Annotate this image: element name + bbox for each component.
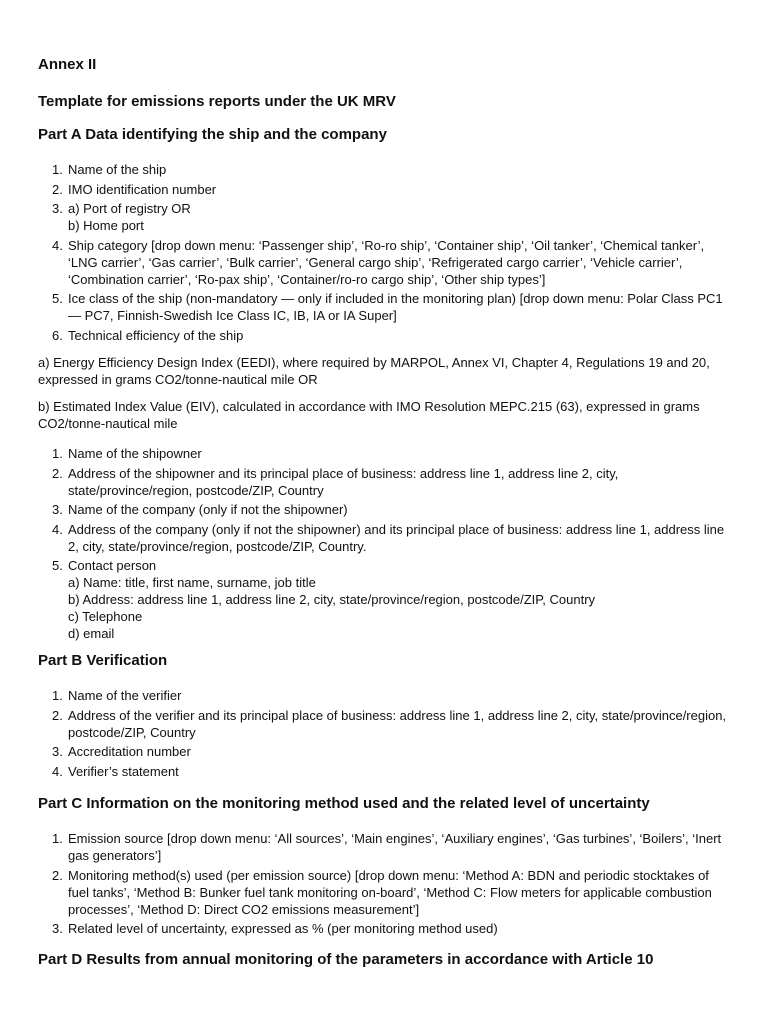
list-text: Ice class of the ship (non-mandatory — only if included in the monitoring plan) [drop down menu: Polar Class PC1 — PC7, Finnish-Swedish Ice Class IC, IB, IA or IA Super] [68,291,723,323]
list-item [0,181,728,198]
list-number: 4. [52,521,63,537]
list-item [0,521,728,555]
eedi-paragraph: a) Energy Efficiency Design Index (EEDI), where required by MARPOL, Annex VI, Chapter 4, Regulations 19 and 20, expressed in grams CO2/tonne-nautical mile OR [38,355,710,387]
part-c-list [0,830,728,940]
list-item [0,830,728,864]
part-a-ship-list [0,161,728,346]
annex-title: Annex II [38,56,97,73]
list-text: a) Port of registry OR [68,201,191,216]
list-number: 6. [52,327,63,343]
list-item [0,687,728,704]
list-number: 1. [52,688,63,703]
list-text: Emission source [drop down menu: ‘All sources’, ‘Main engines’, ‘Auxiliary engines’, ‘Gas turbines’, ‘Boilers’, ‘Inert gas generators’] [68,831,722,863]
list-text: IMO identification number [68,181,217,197]
list-text: Monitoring method(s) used (per emission source) [drop down menu: ‘Method A: BDN and periodic stocktakes of fuel tanks’, ‘Method B: Bunker fuel tank monitoring on-board’, ‘Method C: Flow meters for applicable combustion processes’, ‘Method D: Direct CO2 emissions measurement’] [68,867,712,917]
list-text: Address of the verifier and its principal place of business: address line 1, address line 2, city, state/province/region, postcode/ZIP, Country [68,707,727,740]
list-item [0,867,728,918]
list-item [0,920,728,937]
list-number: 5. [52,291,63,306]
list-number: 1. [52,831,63,846]
list-number: 4. [52,763,63,779]
list-number: 2. [52,465,63,481]
list-text: Address of the company (only if not the shipowner) and its principal place of business: address line 1, address line 2, city, state/province/region, postcode/ZIP, Country. [68,521,725,554]
list-item [0,557,728,642]
list-text: Related level of uncertainty, expressed as % (per monitoring method used) [68,921,498,936]
list-item [0,200,728,234]
list-number: 3. [52,744,63,759]
list-subitem: d) email [68,626,115,641]
list-text: Contact person [68,558,157,573]
list-number: 1. [52,446,63,461]
list-subitem: b) Home port [68,218,144,233]
list-text: Name of the ship [68,162,167,177]
list-subitem: b) Address: address line 1, address line 2, city, state/province/region, postcode/ZIP, Country [68,592,596,607]
list-number: 4. [52,237,63,253]
part-a-heading: Part A Data identifying the ship and the company [38,126,387,143]
list-number: 3. [52,502,63,517]
part-d-heading: Part D Results from annual monitoring of the parameters in accordance with Article 10 [38,951,654,968]
list-number: 5. [52,558,63,573]
list-text: Name of the company (only if not the shipowner) [68,502,348,517]
list-subitem: c) Telephone [68,609,143,624]
list-number: 3. [52,921,63,936]
list-text: Name of the shipowner [68,446,202,461]
list-number: 3. [52,201,63,216]
list-number: 2. [52,707,63,723]
list-item [0,327,728,344]
list-subitem: a) Name: title, first name, surname, job title [68,575,316,590]
list-number: 1. [52,162,63,177]
list-text: Ship category [drop down menu: ‘Passenger ship’, ‘Ro-ro ship’, ‘Container ship’, ‘Oil tanker’, ‘Chemical tanker’, ‘LNG carrier’, ‘Gas carrier’, ‘Bulk carrier’, ‘General cargo ship’, ‘Refrigerated cargo carrier’, ‘Vehicle carrier’, ‘Combination carrier’, ‘Ro-pax ship’, ‘Container/ro-ro cargo ship’, ‘Other ship types’] [68,237,705,287]
list-number: 2. [52,181,63,197]
eiv-paragraph: b) Estimated Index Value (EIV), calculated in accordance with IMO Resolution MEPC.215 (63), expressed in grams CO2/tonne-nautical mile [38,399,700,431]
list-item [0,237,728,288]
part-b-list [0,687,728,782]
list-item [0,290,728,324]
list-text: Accreditation number [68,744,191,759]
template-title: Template for emissions reports under the UK MRV [38,93,396,110]
list-text: Address of the shipowner and its principal place of business: address line 1, address line 2, city, state/province/region, postcode/ZIP, Country [68,465,619,498]
part-c-heading: Part C Information on the monitoring method used and the related level of uncertainty [38,795,650,812]
list-text: Technical efficiency of the ship [68,327,244,343]
list-number: 2. [52,867,63,883]
list-text: Verifier’s statement [68,763,179,779]
part-a-company-list [0,445,728,645]
list-item [0,445,728,462]
list-item [0,501,728,518]
list-item [0,707,728,741]
list-text: Name of the verifier [68,688,182,703]
part-b-heading: Part B Verification [38,652,168,669]
list-item [0,763,728,780]
list-item [0,743,728,760]
list-item [0,161,728,178]
list-item [0,465,728,499]
